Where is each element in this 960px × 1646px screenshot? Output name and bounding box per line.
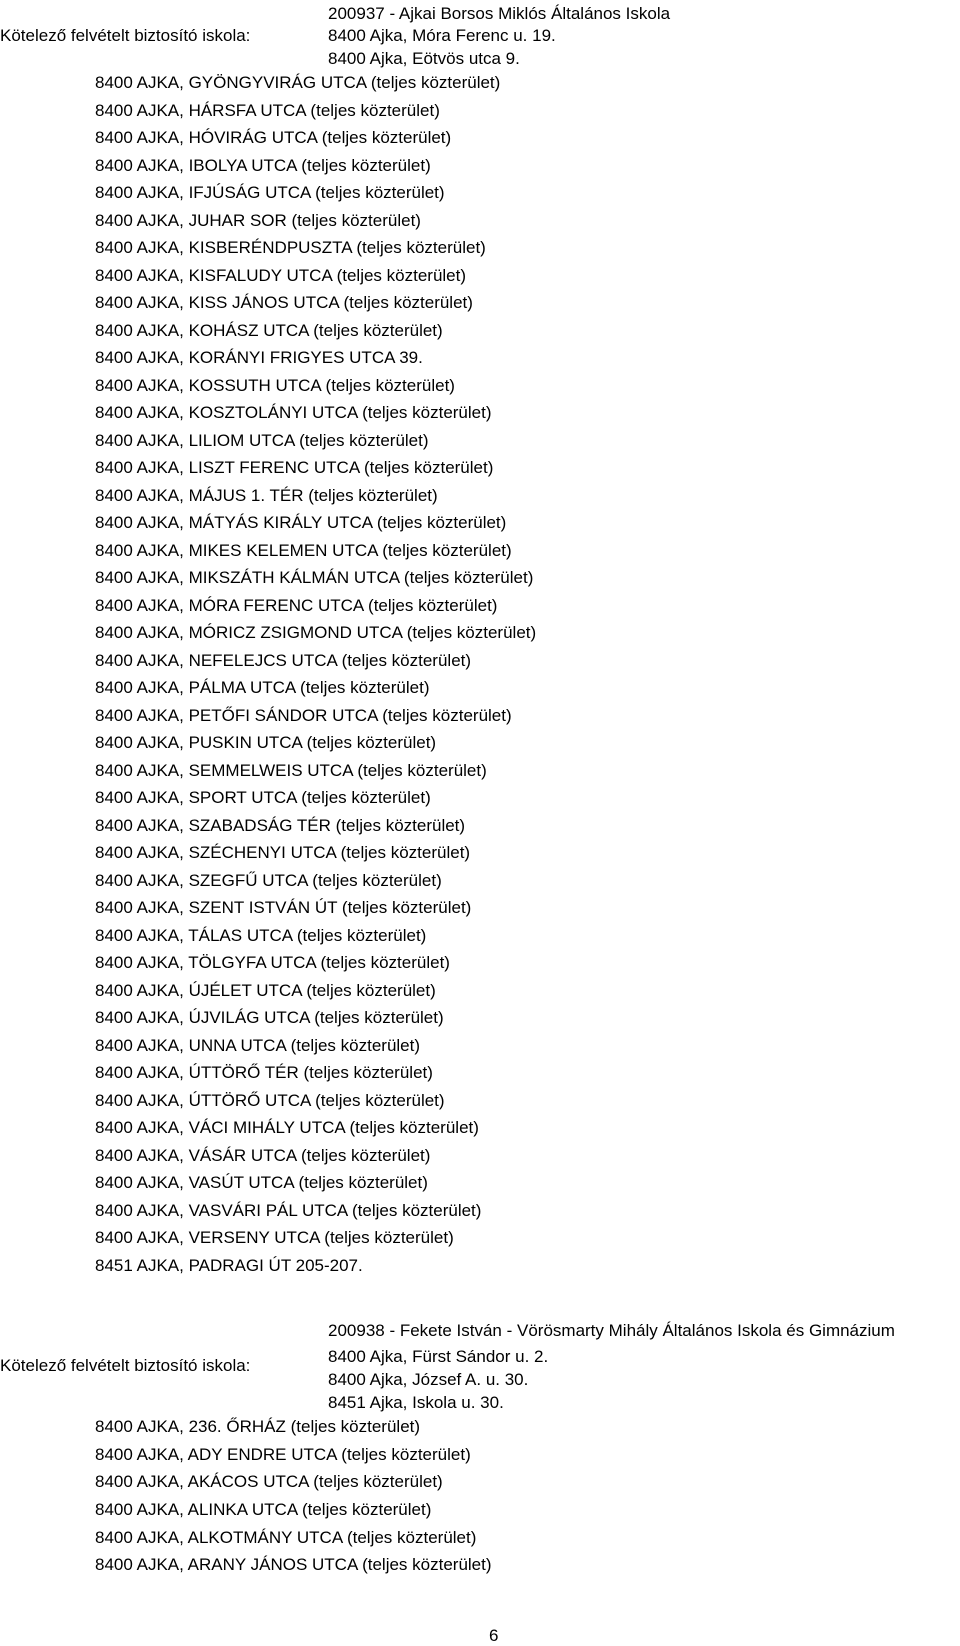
address-item: 8400 AJKA, UNNA UTCA (teljes közterület) <box>95 1035 421 1055</box>
address-item: 8400 AJKA, GYÖNGYVIRÁG UTCA (teljes közterület) <box>95 73 501 92</box>
address-item: 8400 AJKA, SZEGFŰ UTCA (teljes közterület) <box>95 870 442 890</box>
address-item: 8400 AJKA, KISS JÁNOS UTCA (teljes közterület) <box>95 293 473 312</box>
address-item: 8400 AJKA, SZABADSÁG TÉR (teljes közterület) <box>95 815 466 835</box>
address-item: 8400 AJKA, ÚJÉLET UTCA (teljes közterület) <box>95 980 436 1000</box>
address-item: 8400 AJKA, VASVÁRI PÁL UTCA (teljes közterület) <box>95 1200 482 1220</box>
address-item: 8400 AJKA, MÁTYÁS KIRÁLY UTCA (teljes közterület) <box>95 513 507 532</box>
school-2-address-list <box>95 1417 492 1583</box>
address-item: 8400 AJKA, KORÁNYI FRIGYES UTCA 39. <box>95 348 423 367</box>
address-item: 8400 AJKA, AKÁCOS UTCA (teljes közterület) <box>95 1472 443 1492</box>
school-1-label: Kötelező felvételt biztosító iskola: <box>0 26 251 45</box>
address-item: 8400 AJKA, IFJÚSÁG UTCA (teljes közterület) <box>95 183 445 202</box>
school-2-name: 200938 - Fekete István - Vörösmarty Mihály Általános Iskola és Gimnázium <box>328 1321 895 1340</box>
address-item: 8400 AJKA, VÁSÁR UTCA (teljes közterület) <box>95 1145 431 1165</box>
school-1-name: 200937 - Ajkai Borsos Miklós Általános Iskola <box>328 4 671 23</box>
address-item: 8400 AJKA, PUSKIN UTCA (teljes közterület) <box>95 733 437 752</box>
school-1-address-2: 8400 Ajka, Eötvös utca 9. <box>328 49 520 68</box>
address-item: 8400 AJKA, PETŐFI SÁNDOR UTCA (teljes közterület) <box>95 705 512 725</box>
school-1-address-1: 8400 Ajka, Móra Ferenc u. 19. <box>328 26 556 45</box>
address-item: 8400 AJKA, VERSENY UTCA (teljes közterület) <box>95 1228 454 1247</box>
address-item: 8400 AJKA, ALINKA UTCA (teljes közterület) <box>95 1500 432 1520</box>
address-item: 8400 AJKA, VASÚT UTCA (teljes közterület) <box>95 1173 428 1192</box>
address-item: 8400 AJKA, SPORT UTCA (teljes közterület) <box>95 788 431 807</box>
address-item: 8400 AJKA, 236. ŐRHÁZ (teljes közterület) <box>95 1417 421 1436</box>
address-item: 8400 AJKA, KOSZTOLÁNYI UTCA (teljes közterület) <box>95 403 492 422</box>
address-item: 8400 AJKA, ÚJVILÁG UTCA (teljes közterület) <box>95 1008 444 1027</box>
address-item: 8400 AJKA, KOHÁSZ UTCA (teljes közterület) <box>95 320 443 340</box>
address-item: 8400 AJKA, HÁRSFA UTCA (teljes közterület) <box>95 100 440 120</box>
address-item: 8400 AJKA, NEFELEJCS UTCA (teljes közterület) <box>95 650 472 670</box>
address-item: 8400 AJKA, KOSSUTH UTCA (teljes közterület) <box>95 375 455 395</box>
address-item: 8400 AJKA, TÁLAS UTCA (teljes közterület) <box>95 925 427 945</box>
address-item: 8400 AJKA, SZÉCHENYI UTCA (teljes közterület) <box>95 843 471 862</box>
address-item: 8400 AJKA, VÁCI MIHÁLY UTCA (teljes közterület) <box>95 1118 479 1137</box>
address-item: 8400 AJKA, PÁLMA UTCA (teljes közterület) <box>95 678 430 697</box>
address-item: 8400 AJKA, MIKSZÁTH KÁLMÁN UTCA (teljes közterület) <box>95 568 534 587</box>
address-item: 8400 AJKA, LISZT FERENC UTCA (teljes közterület) <box>95 458 494 477</box>
school-2-address-2: 8400 Ajka, József A. u. 30. <box>328 1370 529 1389</box>
address-item: 8400 AJKA, LILIOM UTCA (teljes közterület) <box>95 430 429 450</box>
address-item: 8400 AJKA, ADY ENDRE UTCA (teljes közterület) <box>95 1444 471 1464</box>
address-item: 8400 AJKA, TÖLGYFA UTCA (teljes közterület) <box>95 953 450 972</box>
address-item: 8400 AJKA, KISFALUDY UTCA (teljes közterület) <box>95 265 467 285</box>
school-2-label: Kötelező felvételt biztosító iskola: <box>0 1356 251 1375</box>
school-2-address-1: 8400 Ajka, Fürst Sándor u. 2. <box>328 1347 549 1366</box>
address-item: 8400 AJKA, MIKES KELEMEN UTCA (teljes közterület) <box>95 540 512 560</box>
address-item: 8400 AJKA, MÓRA FERENC UTCA (teljes közterület) <box>95 595 498 615</box>
school-2-address-3: 8451 Ajka, Iskola u. 30. <box>328 1393 504 1412</box>
address-item: 8400 AJKA, ÚTTÖRŐ UTCA (teljes közterület) <box>95 1090 445 1110</box>
address-item: 8400 AJKA, JUHAR SOR (teljes közterület) <box>95 210 421 230</box>
page-number: 6 <box>489 1626 499 1645</box>
school-1-address-list <box>95 73 536 1283</box>
address-item: 8400 AJKA, ALKOTMÁNY UTCA (teljes közterület) <box>95 1527 477 1547</box>
address-item: 8400 AJKA, KISBERÉNDPUSZTA (teljes közterület) <box>95 238 486 257</box>
address-item: 8400 AJKA, HÓVIRÁG UTCA (teljes közterület) <box>95 128 452 147</box>
address-item: 8400 AJKA, MÓRICZ ZSIGMOND UTCA (teljes közterület) <box>95 623 537 642</box>
address-item: 8400 AJKA, ÚTTÖRŐ TÉR (teljes közterület) <box>95 1063 433 1082</box>
address-item: 8451 AJKA, PADRAGI ÚT 205-207. <box>95 1255 363 1275</box>
address-item: 8400 AJKA, ARANY JÁNOS UTCA (teljes közterület) <box>95 1555 492 1575</box>
address-item: 8400 AJKA, SEMMELWEIS UTCA (teljes közterület) <box>95 760 487 780</box>
address-item: 8400 AJKA, SZENT ISTVÁN ÚT (teljes közterület) <box>95 898 472 917</box>
address-item: 8400 AJKA, IBOLYA UTCA (teljes közterület) <box>95 155 431 175</box>
address-item: 8400 AJKA, MÁJUS 1. TÉR (teljes közterület) <box>95 485 438 505</box>
